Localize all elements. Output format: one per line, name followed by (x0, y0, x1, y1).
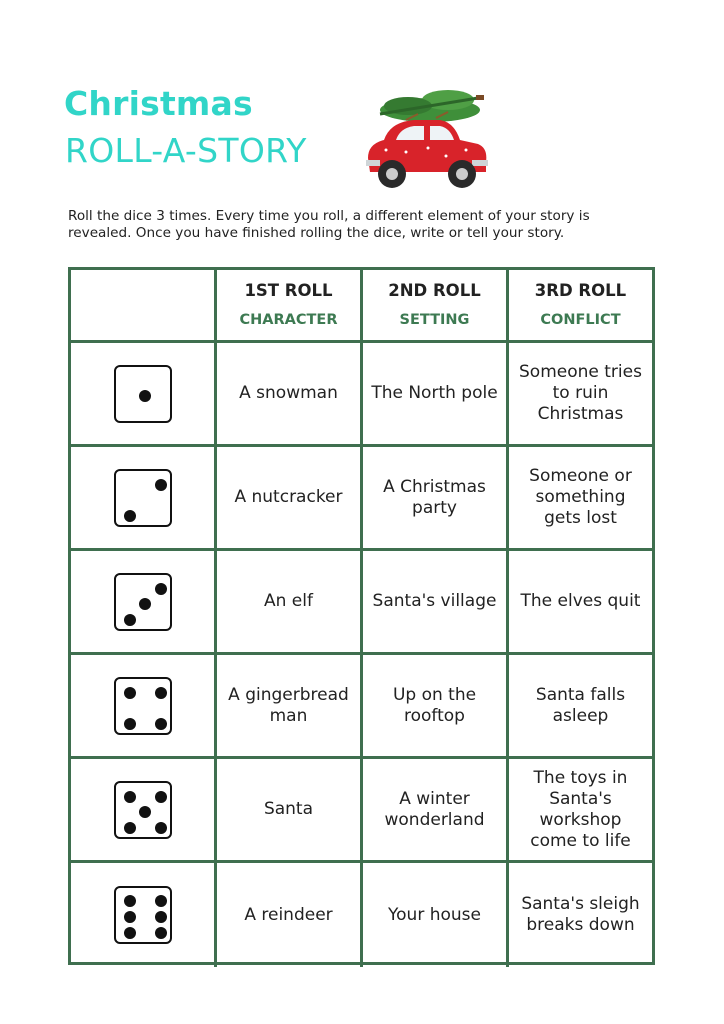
die-pip (155, 927, 167, 939)
setting-cell: Santa's village (363, 551, 509, 655)
die-cell (71, 655, 217, 759)
die-pip (155, 479, 167, 491)
conflict-cell: Someone tries to ruin Christmas (509, 343, 652, 447)
die-pip (124, 791, 136, 803)
die-cell (71, 863, 217, 967)
die-face-2-icon (114, 469, 172, 527)
conflict-cell: The elves quit (509, 551, 652, 655)
die-pip (124, 718, 136, 730)
die-face-4-icon (114, 677, 172, 735)
column-category-label: CONFLICT (540, 311, 621, 328)
die-face-1-icon (114, 365, 172, 423)
die-pip (155, 822, 167, 834)
title-christmas: Christmas (64, 84, 253, 123)
setting-cell: A winter wonderland (363, 759, 509, 863)
die-cell (71, 759, 217, 863)
die-cell (71, 343, 217, 447)
roll-a-story-table (68, 267, 655, 965)
die-pip (124, 927, 136, 939)
column-category-label: SETTING (399, 311, 470, 328)
die-pip (139, 390, 151, 402)
setting-cell: The North pole (363, 343, 509, 447)
die-pip (155, 911, 167, 923)
character-cell: An elf (217, 551, 363, 655)
character-cell: A nutcracker (217, 447, 363, 551)
conflict-cell: Santa falls asleep (509, 655, 652, 759)
die-face-6-icon (114, 886, 172, 944)
die-pip (124, 510, 136, 522)
title-roll-a-story: ROLL-A-STORY (65, 131, 307, 170)
die-pip (139, 806, 151, 818)
die-pip (155, 718, 167, 730)
die-face-3-icon (114, 573, 172, 631)
column-roll-label: 2ND ROLL (388, 280, 481, 300)
header-column-2 (363, 270, 509, 343)
setting-cell: Up on the rooftop (363, 655, 509, 759)
character-cell: A snowman (217, 343, 363, 447)
die-pip (155, 791, 167, 803)
conflict-cell: Someone or something gets lost (509, 447, 652, 551)
die-pip (155, 687, 167, 699)
setting-cell: Your house (363, 863, 509, 967)
die-pip (124, 687, 136, 699)
die-pip (124, 895, 136, 907)
instructions-text: Roll the dice 3 times. Every time you roll, a different element of your story is revealed. Once you have finished rolling the dice, write or tell your story. (68, 208, 590, 241)
header-column-1 (217, 270, 363, 343)
column-roll-label: 3RD ROLL (534, 280, 627, 300)
header-column-3 (509, 270, 652, 343)
die-pip (155, 895, 167, 907)
die-pip (124, 614, 136, 626)
character-cell: A gingerbread man (217, 655, 363, 759)
character-cell: A reindeer (217, 863, 363, 967)
conflict-cell: The toys in Santa's workshop come to life (509, 759, 652, 863)
column-category-label: CHARACTER (239, 311, 338, 328)
die-face-5-icon (114, 781, 172, 839)
character-cell: Santa (217, 759, 363, 863)
die-pip (124, 911, 136, 923)
die-cell (71, 551, 217, 655)
die-pip (124, 822, 136, 834)
column-roll-label: 1ST ROLL (244, 280, 333, 300)
die-pip (139, 598, 151, 610)
die-pip (155, 583, 167, 595)
die-cell (71, 447, 217, 551)
header-empty-cell (71, 270, 217, 343)
setting-cell: A Christmas party (363, 447, 509, 551)
car-with-christmas-tree-icon (356, 86, 496, 204)
conflict-cell: Santa's sleigh breaks down (521, 894, 640, 935)
